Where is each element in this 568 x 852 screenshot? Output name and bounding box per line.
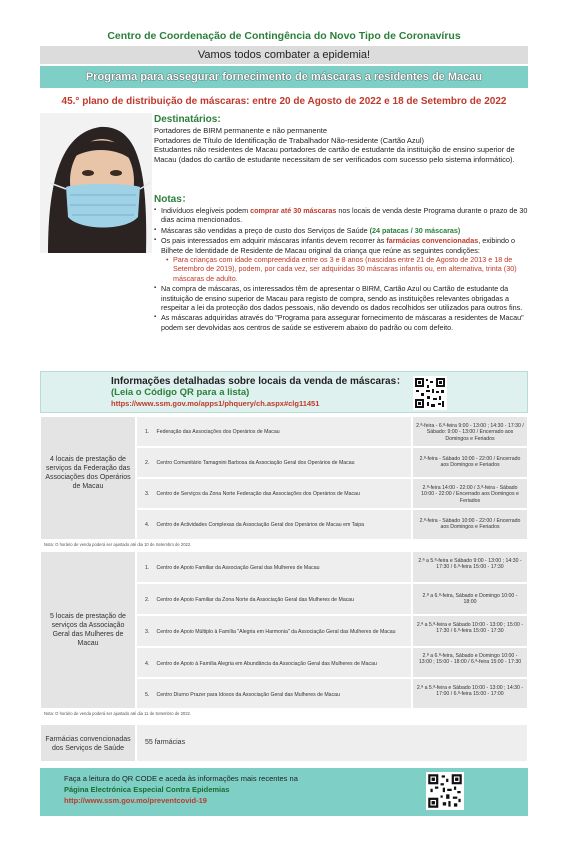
table-row: 1. Federação das Associações dos Operários de Macau xyxy=(136,416,412,447)
qr-code-icon[interactable] xyxy=(426,772,464,810)
note-4: ▪ Na compra de máscaras, os interessados têm de apresentar o BIRM, Cartão Azul ou Cartão de estudante da instituição de ensino superior de Macau para registo de compra, sendo as instituições relevantes obrigadas a respeitar a lei da protecção dos dados pessoais, não devendo os dados recolhidos ser utilizados para outros fins. xyxy=(154,284,528,312)
bottom-line-1: Faça a leitura do QR CODE e aceda às informações mais recentes na xyxy=(64,774,298,783)
woman-mask-illustration xyxy=(40,113,152,253)
destinatarios-line-3: Estudantes não residentes de Macau portadores de cartão de estudante da instituição de ensino superior de Macau (dados do cartão de estudante necessitam de ser verificados com sucesso pelo sistema informático). xyxy=(154,145,515,164)
table-row: 1. Centro de Apoio Familiar da Associação Geral das Mulheres de Macau xyxy=(136,551,412,583)
table-row: 5. Centro Diurno Prazer para Idosos da Associação Geral das Mulheres de Macau xyxy=(136,678,412,709)
bottom-info-box xyxy=(40,768,528,816)
hours-cell: 2.ª a 5.ª-feira e Sábado 10:00 - 13:00 ; 14:30 - 17:00 / 6.ª-feira 15:00 - 17:00 xyxy=(412,678,528,709)
group1-label: 4 locais de prestação de serviços da Federação das Associações dos Operários de Macau xyxy=(40,416,136,540)
table-row: 3. Centro de Serviços da Zona Norte Federação das Associações dos Operários de Macau xyxy=(136,478,412,509)
notes-section xyxy=(154,194,528,333)
table-row: 2. Centro de Apoio Familiar da Zona Norte da Associação Geral das Mulheres de Macau xyxy=(136,583,412,615)
woman-mask-photo xyxy=(40,113,152,253)
table-row: 2. Centro Comunitário Tamagnini Barbosa da Associação Geral dos Operários de Macau xyxy=(136,447,412,478)
info-box xyxy=(40,371,528,413)
bottom-url-link[interactable]: http://www.ssm.gov.mo/preventcovid-19 xyxy=(64,796,207,805)
group2-label: 5 locais de prestação de serviços da Associação Geral das Mulheres de Macau xyxy=(40,551,136,709)
group1-note: Nota: O horário de venda poderá ser ajustado até dia 10 de Setembro de 2022. xyxy=(44,542,192,547)
hours-cell: 2.ª-feira - Sábado 10:00 - 22:00 / Encerrado aos Domingos e Feriados xyxy=(412,447,528,478)
slogan-bar: Vamos todos combater a epidemia! xyxy=(40,46,528,64)
hours-cell: 2.ª a 5.ª-feira e Sábado 10:00 - 13:00 ; 15:00 - 17:30 / 6.ª-feira 15:00 - 17:30 xyxy=(412,615,528,647)
hours-cell: 2.ª-feira 14:00 - 22:00 / 3.ª-feira - Sábado 10:00 - 22:00 / Encerrado aos Domingos e Feriados xyxy=(412,478,528,509)
group2-note: Nota: O horário de venda poderá ser ajustado até dia 11 de Setembro de 2022. xyxy=(44,711,192,716)
table-row: 3. Centro de Apoio Múltiplo à Família "Alegria em Harmonia" da Associação Geral das Mulheres de Macau xyxy=(136,615,412,647)
destinatarios-line-1: Portadores de BIRM permanente e não permanente xyxy=(154,126,328,135)
pharmacies-label: Farmácias convencionadas dos Serviços de Saúde xyxy=(40,724,136,762)
note-5: ▪ As máscaras adquiridas através do "Programa para assegurar fornecimento de máscaras a residentes de Macau" podem ser devolvidas aos centros de saúde se estiverem abaixo do padrão ou com defeito. xyxy=(154,313,528,332)
qr-code-icon[interactable] xyxy=(413,376,447,410)
note-3-sub: • Para crianças com idade compreendida entre os 3 e 8 anos (nascidas entre 21 de Agosto de 2013 e 18 de Setembro de 2019), podem, por cada vez, ser adquiridas 30 máscaras infantis ou, em alternativa, trinta (30) máscaras de adulto. xyxy=(161,255,528,283)
hours-cell: 2.ª a 6.ª-feira, Sábado e Domingo 10:00 - 18:00 xyxy=(412,583,528,615)
hours-cell: 2.ª a 6.ª-feira, Sábado e Domingo 10:00 - 13:00 ; 15:00 - 18:00 / 6.ª-feira 15:00 - 17:30 xyxy=(412,647,528,678)
table-row: 4. Centro de Actividades Complexas da Associação Geral dos Operários de Macau em Taipa xyxy=(136,509,412,540)
bottom-line-2: Página Electrónica Especial Contra Epidemias xyxy=(64,785,230,794)
pharmacies-value: 55 farmácias xyxy=(136,724,528,762)
hours-cell: 2.ª-feira - Sábado 10:00 - 22:00 / Encerrado aos Domingos e Feriados xyxy=(412,509,528,540)
note-1: ▪ Indivíduos elegíveis podem comprar até 30 máscaras nos locais de venda deste Programa durante o prazo de 30 dias acima mencionados. xyxy=(154,206,528,225)
destinatarios-section xyxy=(154,114,528,164)
notes-heading: Notas： xyxy=(154,194,192,205)
info-text xyxy=(111,376,406,409)
hours-cell: 2.ª a 5.ª-feira e Sábado 9:00 - 13:00 ; 14:30 - 17:30 / 6.ª-feira 15:00 - 17:30 xyxy=(412,551,528,583)
table-row: 4. Centro de Apoio à Família Alegria em Abundância da Associação Geral das Mulheres de Macau xyxy=(136,647,412,678)
destinatarios-line-2: Portadores de Título de Identificação de Trabalhador Não-residente (Cartão Azul) xyxy=(154,135,425,145)
org-title: Centro de Coordenação de Contingência do Novo Tipo de Coronavírus xyxy=(107,30,461,42)
info-url-link[interactable]: https://www.ssm.gov.mo/apps1/phquery/ch.aspx#clg11451 xyxy=(111,399,320,408)
note-2: ▪ Máscaras são vendidas a preço de custo dos Serviços de Saúde (24 patacas / 30 máscaras) xyxy=(154,226,528,235)
note-3: ▪ Os pais interessados em adquirir máscaras infantis devem recorrer às farmácias convencionadas, exibindo o Bilhete de Identidade de Residente de Macau original da criança que reúne as seguintes condições: • Para crianças com idade compreendida entre os 3 e 8 anos (nascidas entre 21 de Agosto de 2013 e 18 de Setembro de 2019), podem, por cada vez, ser adquiridas 30 máscaras infantis ou, em alternativa, trinta (30) máscaras de adulto. xyxy=(154,236,528,283)
hours-cell: 2.ª-feira - 6.ª-feira 9:00 - 13:00 ; 14:30 - 17:30 / Sábado: 9:00 - 13:00 / Encerrado aos Domingos e Feriados xyxy=(412,416,528,447)
programme-bar: Programa para assegurar fornecimento de máscaras a residentes de Macau xyxy=(40,66,528,88)
plan-title: 45.° plano de distribuição de máscaras: entre 20 de Agosto de 2022 e 18 de Setembro de 2022 xyxy=(61,96,507,107)
info-title: Informações detalhadas sobre locais da venda de máscaras： xyxy=(111,376,407,387)
destinatarios-heading: Destinatários: xyxy=(154,114,221,125)
info-subtitle: (Leia o Código QR para a lista) xyxy=(111,387,250,398)
